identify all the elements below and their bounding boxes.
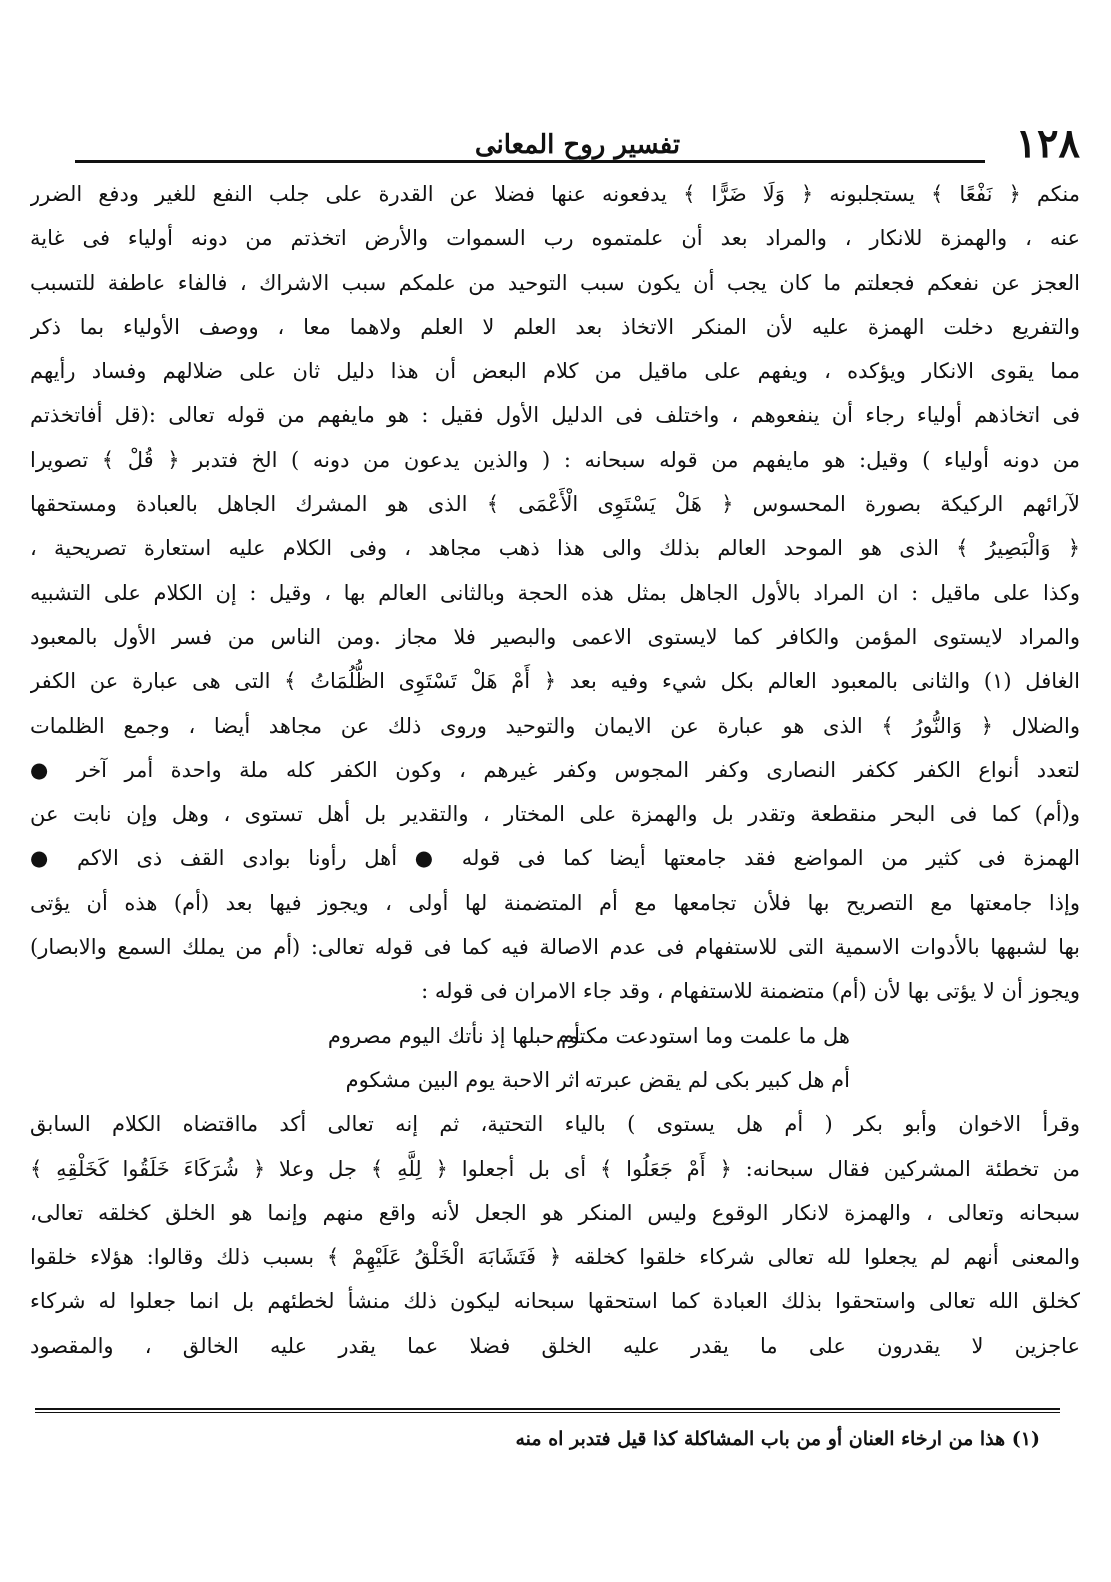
text-line: عاجزين لا يقدرون على ما يقدر عليه الخلق فضلا عما يقدر عليه الخالق ، والمقصود [30,1333,1080,1358]
header-rule [75,160,985,163]
verse-hemistich: هل ما علمت وما استودعت مكتوم [555,1023,850,1048]
text-line: الهمزة فى كثير من المواضع فقد جامعتها أيضا كما فى قوله ● أهل رأونا بوادى القف ذى الاكم ● [30,846,1080,871]
text-line: بها لشبهها بالأدوات الاسمية التى للاستفهام فى عدم الاصالة فيه كما فى قوله تعالى: (أم من يملك السمع والابصار) [30,935,1080,960]
poetry-verse [30,1014,1080,1058]
poetry-verse [30,1058,1080,1102]
text-line: وقرأ الاخوان وأبو بكر ( أم هل يستوى ) بالياء التحتية، ثم إنه تعالى أكد مااقتضاه الكلام السابق [30,1112,1080,1137]
footnote-rule [35,1408,1060,1410]
text-line: والمراد لايستوى المؤمن والكافر كما لايستوى الاعمى والبصير فلا مجاز .ومن الناس من فسر الأول بالمعبود [30,624,1080,649]
footnote-rule-thin [35,1412,1060,1413]
text-line: ﴿ وَالْبَصِيرُ ﴾ الذى هو الموحد العالم بذلك والى هذا ذهب مجاهد ، وفى الكلام عليه استعارة تصريحية ، [30,536,1080,561]
footnote: (١) هذا من ارخاء العنان أو من باب المشاكلة كذا قيل فتدبر اه منه [515,1428,1040,1450]
document-page [30,0,1080,1582]
verse-hemistich: أم حبلها إذ نأتك اليوم مصروم [327,1023,580,1048]
text-line: و(أم) كما فى البحر منقطعة وتقدر بل والهمزة على المختار ، والتقدير بل أهل تستوى ، وهل وإن نابت عن [30,802,1080,827]
text-line: والضلال ﴿ وَالنُّورُ ﴾ الذى هو عبارة عن الايمان والتوحيد وروى ذلك عن مجاهد أيضا ، وجمع الظلمات [30,713,1080,738]
text-line: الغافل (١) والثانى بالمعبود العالم بكل شيء وفيه بعد ﴿ أَمْ هَلْ تَسْتَوِى الظُّلُمَاتُ ﴾ التى هى عبارة عن الكفر [30,669,1080,694]
text-line: العجز عن نفعكم فجعلتم ما كان يجب أن يكون سبب التوحيد من علمكم سبب الاشراك ، فالفاء عاطفة للتسبب [30,270,1080,295]
text-line: وكذا على ماقيل : ان المراد بالأول الجاهل بمثل هذه الحجة وبالثانى العالم بها ، وقيل : إن الكلام على التشبيه [30,580,1080,605]
text-line: سبحانه وتعالى ، والهمزة لانكار الوقوع وليس المنكر هو الجعل لأنه واقع منهم وإنما هو الخلق كخلقه تعالى، [30,1200,1080,1225]
running-title: تفسير روح المعانى [474,130,681,160]
main-text [30,172,1080,1397]
text-line: فى اتخاذهم أولياء رجاء أن ينفعوهم ، واختلف فى الدليل الأول فقيل : هو مايفهم من قوله تعالى :(قل أفاتخذتم [30,403,1080,428]
text-line: والتفريع دخلت الهمزة عليه لأن المنكر الاتخاذ بعد العلم لا العلم ولاهما معا ، ووصف الأولياء بما ذكر [30,314,1080,339]
text-line: كخلق الله تعالى واستحقوا بذلك العبادة كما استحقها سبحانه ليكون ذلك منشأ لخطئهم بل انما جعلوا له شركاء [30,1289,1080,1314]
text-line: لآرائهم الركيكة بصورة المحسوس ﴿ هَلْ يَسْتَوِى الْأَعْمَى ﴾ الذى هو المشرك الجاهل بالعبادة ومستحقها [30,492,1080,517]
text-line: منكم ﴿ نَفْعًا ﴾ يستجلبونه ﴿ وَلَا ضَرًّا ﴾ يدفعونه عنها فضلا عن القدرة على جلب النفع للغير ودفع الضرر [30,182,1080,206]
text-line: من دونه أولياء ) وقيل: هو مايفهم من قوله سبحانه : ( والذين يدعون من دونه ) الخ فتدبر ﴿ قُلْ ﴾ تصويرا [30,447,1080,472]
verse-hemistich: أم هل كبير بكى لم يقض عبرته [584,1067,850,1092]
text-line: مما يقوى الانكار ويؤكده ، ويفهم على ماقيل من كلام البعض أن هذا دليل ثان على ضلالهم وفساد رأيهم [30,359,1080,384]
verse-hemistich: اثر الاحبة يوم البين مشكوم [345,1067,580,1092]
text-line: لتعدد أنواع الكفر ككفر النصارى وكفر المجوس وكفر غيرهم ، وكون الكفر كله ملة واحدة أمر آخر ● [30,757,1080,782]
text-line: عنه ، والهمزة للانكار ، والمراد بعد أن علمتموه رب السموات والأرض اتخذتم من دونه أولياء فى غاية [30,226,1080,251]
page-number: ١٢٨ [1015,120,1080,167]
text-line: وإذا جامعتها مع التصريح بها فلأن تجامعها مع أم المتضمنة لها أولى ، ويجوز فيها بعد (أم) هذه أن يؤتى [30,890,1080,915]
text-line: والمعنى أنهم لم يجعلوا لله تعالى شركاء خلقوا كخلقه ﴿ فَتَشَابَهَ الْخَلْقُ عَلَيْهِمْ ﴾ بسبب ذلك وقالوا: هؤلاء خلقوا [30,1245,1080,1270]
text-line: ويجوز أن لا يؤتى بها لأن (أم) متضمنة للاستفهام ، وقد جاء الامران فى قوله : [421,979,1080,1004]
text-line: من تخطئة المشركين فقال سبحانه: ﴿ أَمْ جَعَلُوا ﴾ أى بل أجعلوا ﴿ لِلَّهِ ﴾ جل وعلا ﴿ شُرَكَاءَ خَلَقُوا كَخَلْقِهِ ﴾ [30,1156,1080,1181]
